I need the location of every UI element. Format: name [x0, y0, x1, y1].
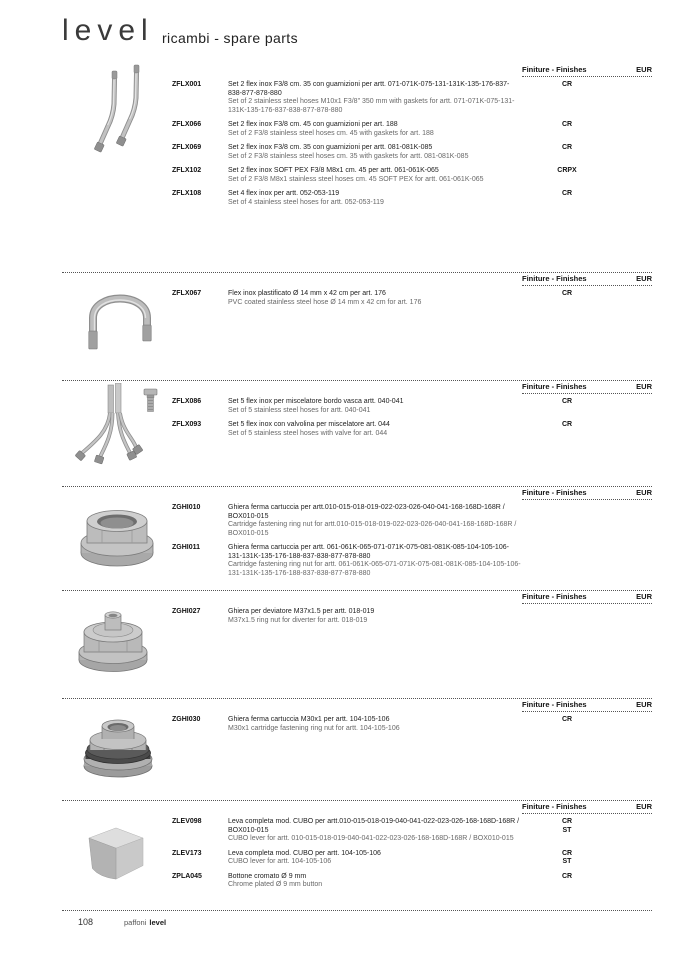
column-header	[522, 381, 652, 394]
finish-value: CR	[561, 290, 573, 297]
description-italian: Set 2 flex inox F3/8 cm. 35 con guarnizioni per artt. 071-071K-075-131-131K-135-176-837-838-877-878-880	[228, 81, 510, 97]
finishes-column-header: Finiture - Finishes	[522, 488, 587, 497]
product-code: ZFLX001	[172, 81, 202, 88]
brand-logo: level	[62, 14, 154, 47]
product-code: ZFLX069	[172, 144, 202, 151]
finish-value: CR	[561, 144, 573, 151]
table-row	[172, 81, 652, 115]
finishes-column-header: Finiture - Finishes	[522, 274, 587, 283]
table-row	[172, 608, 652, 625]
description-english: PVC coated stainless steel hose Ø 14 mm x 42 cm for art. 176	[228, 298, 422, 306]
description-italian: Leva completa mod. CUBO per artt. 104-105-106	[228, 849, 381, 857]
finishes-column-header: Finiture - Finishes	[522, 592, 587, 601]
price-cell	[612, 818, 652, 844]
finish-codes	[522, 818, 612, 844]
column-header	[522, 487, 652, 500]
product-code: ZGHI010	[172, 504, 201, 511]
page-title: ricambi - spare parts	[162, 30, 298, 46]
section-rows	[172, 81, 652, 207]
table-row	[172, 873, 652, 890]
finish-value: CR	[561, 872, 573, 880]
product-image-diverter-ring-nut	[76, 606, 152, 674]
price-column-header: EUR	[636, 274, 652, 283]
section-rows	[172, 716, 652, 733]
product-description	[228, 398, 522, 415]
table-row	[172, 716, 652, 733]
finish-value: ST	[562, 826, 572, 834]
price-cell	[612, 504, 652, 538]
description-italian: Ghiera ferma cartuccia per artt.010-015-018-019-022-023-026-040-041-168-168D-168R / BOX010-015	[228, 504, 505, 520]
product-code: ZFLX102	[172, 167, 202, 174]
column-header	[522, 699, 652, 712]
finish-codes	[522, 398, 612, 415]
finish-codes	[522, 144, 612, 161]
finish-codes	[522, 421, 612, 438]
price-cell	[612, 850, 652, 867]
finish-value: CR	[561, 716, 573, 723]
table-row	[172, 121, 652, 138]
product-description	[228, 421, 522, 438]
finish-value: CR	[561, 398, 573, 405]
finish-value: CRPX	[557, 167, 577, 174]
price-cell	[612, 290, 652, 307]
finish-value: ST	[562, 858, 572, 865]
finish-value: CR	[561, 849, 573, 857]
product-description	[228, 850, 522, 867]
price-column-header: EUR	[636, 592, 652, 601]
description-english: Set of 5 stainless steel hoses for artt. 040-041	[228, 406, 371, 414]
finish-codes	[522, 716, 612, 733]
finish-codes	[522, 121, 612, 138]
product-image-curved-hose	[83, 282, 158, 352]
product-description	[228, 121, 522, 138]
finish-codes	[522, 608, 612, 625]
table-row	[172, 850, 652, 867]
finish-codes	[522, 544, 612, 578]
description-english: Chrome plated Ø 9 mm button	[228, 881, 323, 888]
price-cell	[612, 873, 652, 890]
description-english: Cartridge fastening ring nut for artt.010-015-018-019-022-023-026-040-041-168-168D-168R / BOX010-015	[228, 521, 517, 537]
finish-codes	[522, 504, 612, 538]
description-english: Set of 2 F3/8 stainless steel hoses cm. 35 with gaskets for artt. 081-081K-085	[228, 152, 469, 160]
footer-brand	[124, 918, 166, 927]
product-image-cube-lever	[86, 826, 146, 882]
description-italian: Ghiera ferma cartuccia per artt. 061-061K-065-071-071K-075-081-081K-085-104-105-106-131-131K-135-176-188-837-838-877-878-880	[228, 544, 509, 560]
description-english: M30x1 cartridge fastening ring nut for artt. 104-105-106	[228, 724, 400, 732]
product-code: ZFLX067	[172, 290, 202, 297]
price-column-header: EUR	[636, 488, 652, 497]
description-italian: Set 5 flex inox con valvolina per miscelatore art. 044	[228, 421, 390, 428]
description-italian: Set 2 flex inox F3/8 cm. 45 con guarnizioni per art. 188	[228, 121, 398, 128]
finishes-column-header: Finiture - Finishes	[522, 700, 587, 709]
page-number: 108	[78, 917, 94, 927]
product-code: ZGHI011	[172, 544, 201, 551]
product-description	[228, 190, 522, 207]
description-english: Set of 4 stainless steel hoses for artt. 052-053-119	[228, 198, 384, 206]
table-row	[172, 544, 652, 578]
finish-codes	[522, 873, 612, 890]
description-italian: Set 2 flex inox SOFT PEX F3/8 M8x1 cm. 45 per artt. 061-061K-065	[228, 167, 439, 174]
product-code: ZFLX086	[172, 398, 202, 405]
product-image-ring-nut-gasket	[78, 714, 158, 780]
description-italian: Flex inox plastificato Ø 14 mm x 42 cm per art. 176	[228, 290, 386, 297]
section-rows	[172, 290, 652, 307]
finish-codes	[522, 850, 612, 867]
footer-divider	[62, 910, 652, 911]
price-column-header: EUR	[636, 65, 652, 74]
product-description	[228, 818, 522, 844]
description-english: Set of 2 stainless steel hoses M10x1 F3/8" 350 mm with gaskets for artt. 071-071K-075-131-131K-135-176-837-838-877-878-880	[228, 98, 515, 114]
product-description	[228, 873, 522, 890]
product-image-ring-nut-hex	[78, 497, 158, 569]
description-english: CUBO lever for artt. 104-105-106	[228, 858, 332, 865]
description-italian: Leva completa mod. CUBO per artt.010-015-018-019-040-041-022-023-026-168-168D-168R / BOX010-015	[228, 818, 520, 834]
description-italian: Set 2 flex inox F3/8 cm. 35 con guarnizioni per artt. 081-081K-085	[228, 144, 433, 151]
description-italian: Ghiera per deviatore M37x1.5 per artt. 018-019	[228, 608, 375, 615]
section-cubo-levers	[62, 800, 652, 896]
footer-series-name: level	[149, 918, 167, 927]
description-english: CUBO lever for artt. 010-015-018-019-040-041-022-023-026-168-168D-168R / BOX010-015	[228, 835, 514, 842]
table-row	[172, 818, 652, 844]
product-image-two-angled-hoses	[85, 64, 160, 169]
finish-value: CR	[561, 818, 573, 825]
product-code: ZFLX066	[172, 121, 202, 128]
product-description	[228, 504, 522, 538]
finishes-column-header: Finiture - Finishes	[522, 802, 587, 811]
price-cell	[612, 544, 652, 578]
price-cell	[612, 190, 652, 207]
price-cell	[612, 421, 652, 438]
price-cell	[612, 398, 652, 415]
product-code: ZLEV173	[172, 849, 202, 857]
description-italian: Ghiera ferma cartuccia M30x1 per artt. 104-105-106	[228, 716, 390, 723]
product-code: ZLEV098	[172, 818, 202, 825]
finishes-column-header: Finiture - Finishes	[522, 382, 587, 391]
description-english: Set of 2 F3/8 M8x1 stainless steel hoses cm. 45 SOFT PEX for artt. 061-061K-065	[228, 175, 484, 183]
section-rows	[172, 818, 652, 890]
table-row	[172, 504, 652, 538]
product-description	[228, 290, 522, 307]
description-english: Cartridge fastening ring nut for artt. 061-061K-065-071-071K-075-081-081K-085-104-105-106-131-131K-135-176-188-837-838-877-878-880	[228, 561, 521, 577]
product-code: ZFLX093	[172, 421, 202, 428]
price-cell	[612, 716, 652, 733]
finish-value: CR	[561, 121, 573, 128]
footer-brand-name: paffoni	[124, 918, 147, 927]
product-description	[228, 144, 522, 161]
description-italian: Set 4 flex inox per artt. 052-053-119	[228, 190, 340, 197]
product-description	[228, 716, 522, 733]
price-column-header: EUR	[636, 802, 652, 811]
product-code: ZPLA045	[172, 872, 202, 880]
finish-codes	[522, 81, 612, 115]
column-header	[522, 591, 652, 604]
table-row	[172, 398, 652, 415]
price-cell	[612, 81, 652, 115]
column-header	[522, 64, 652, 77]
finish-codes	[522, 190, 612, 207]
table-row	[172, 421, 652, 438]
price-cell	[612, 167, 652, 184]
finish-value: CR	[561, 190, 573, 197]
product-image-hose-fan-with-screw	[70, 383, 165, 471]
table-row	[172, 167, 652, 184]
product-description	[228, 544, 522, 578]
table-row	[172, 290, 652, 307]
description-english: Set of 5 stainless steel hoses with valve for art. 044	[228, 429, 388, 437]
column-header	[522, 273, 652, 286]
table-row	[172, 190, 652, 207]
finish-value: CR	[561, 81, 573, 88]
product-description	[228, 608, 522, 625]
price-column-header: EUR	[636, 700, 652, 709]
section-rows	[172, 504, 652, 578]
section-rows	[172, 398, 652, 438]
finish-codes	[522, 167, 612, 184]
price-cell	[612, 121, 652, 138]
price-cell	[612, 608, 652, 625]
product-description	[228, 81, 522, 115]
description-english: M37x1.5 ring nut for diverter for artt. 018-019	[228, 616, 368, 624]
product-code: ZGHI030	[172, 716, 201, 723]
product-code: ZGHI027	[172, 608, 201, 615]
description-english: Set of 2 F3/8 stainless steel hoses cm. 45 with gaskets for art. 188	[228, 129, 434, 137]
product-description	[228, 167, 522, 184]
section-rows	[172, 608, 652, 625]
finish-value: CR	[561, 421, 573, 428]
description-italian: Bottone cromato Ø 9 mm	[228, 872, 307, 880]
description-italian: Set 5 flex inox per miscelatore bordo vasca artt. 040-041	[228, 398, 404, 405]
product-code: ZFLX108	[172, 190, 202, 197]
price-cell	[612, 144, 652, 161]
column-header	[522, 801, 652, 814]
table-row	[172, 144, 652, 161]
price-column-header: EUR	[636, 382, 652, 391]
finish-codes	[522, 290, 612, 307]
finishes-column-header: Finiture - Finishes	[522, 65, 587, 74]
